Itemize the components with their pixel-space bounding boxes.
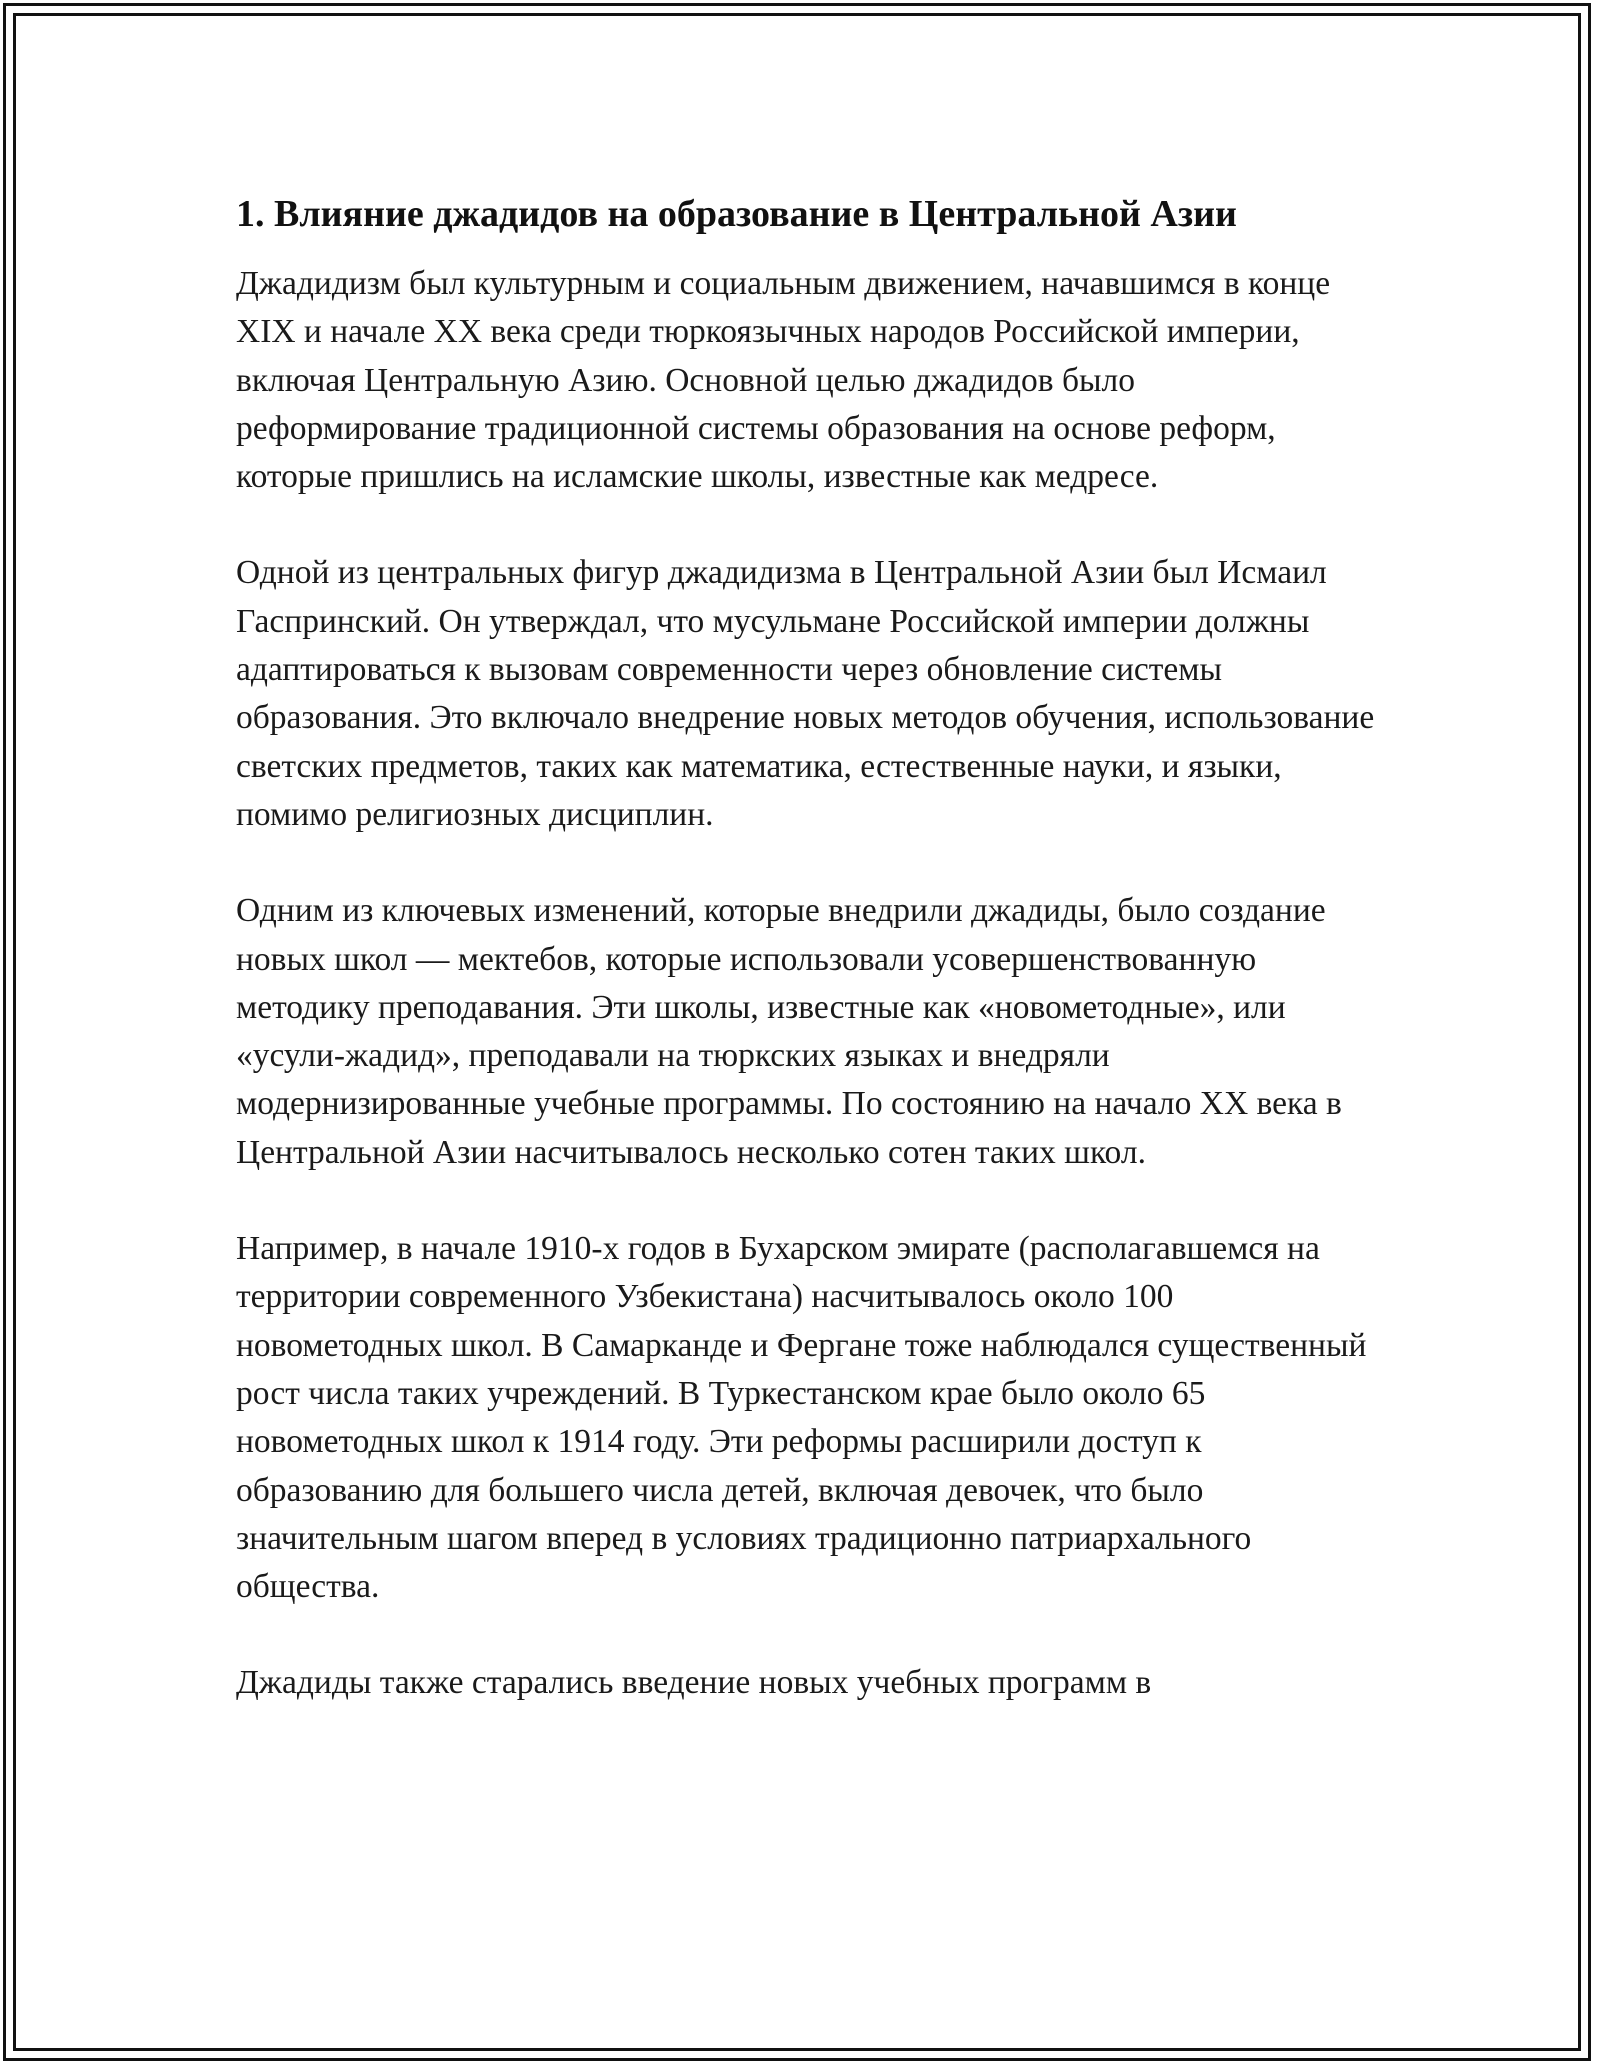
document-body [236, 186, 1376, 1756]
paragraph-1: Джадидизм был культурным и социальным движением, начавшимся в конце XIX и начале XX века среди тюркоязычных народов Российской империи, включая Центральную Азию. Основной целью джадидов было реформирование традиционной системы образования на основе реформ, которые пришлись на исламские школы, известные как медресе. [236, 265, 1331, 496]
paragraph-4: Например, в начале 1910-х годов в Бухарском эмирате (располагавшемся на территории современного Узбекистана) насчитывалось около 100 новометодных школ. В Самарканде и Фергане тоже наблюдался существенный рост числа таких учреждений. В Туркестанском крае было около 65 новометодных школ к 1914 году. Эти реформы расширили доступ к образованию для большего числа детей, включая девочек, что было значительным шагом вперед в условиях традиционно патриархального общества. [236, 1230, 1367, 1606]
section-heading: 1. Влияние джадидов на образование в Центральной Азии [236, 193, 1237, 235]
paragraph-5: Джадиды также старались введение новых учебных программ в [236, 1664, 1152, 1702]
paragraph-2: Одной из центральных фигур джадидизма в Центральной Азии был Исмаил Гаспринский. Он утверждал, что мусульмане Российской империи должны адаптироваться к вызовам современности через обновление системы образования. Это включало внедрение новых методов обучения, использование светских предметов, таких как математика, естественные науки, и языки, помимо религиозных дисциплин. [236, 554, 1375, 833]
paragraph-3: Одним из ключевых изменений, которые внедрили джадиды, было создание новых школ — мектебов, которые использовали усовершенствованную методику преподавания. Эти школы, известные как «новометодные», или «усули-жадид», преподавали на тюркских языках и внедряли модернизированные учебные программы. По состоянию на начало XX века в Центральной Азии насчитывалось несколько сотен таких школ. [236, 892, 1342, 1171]
